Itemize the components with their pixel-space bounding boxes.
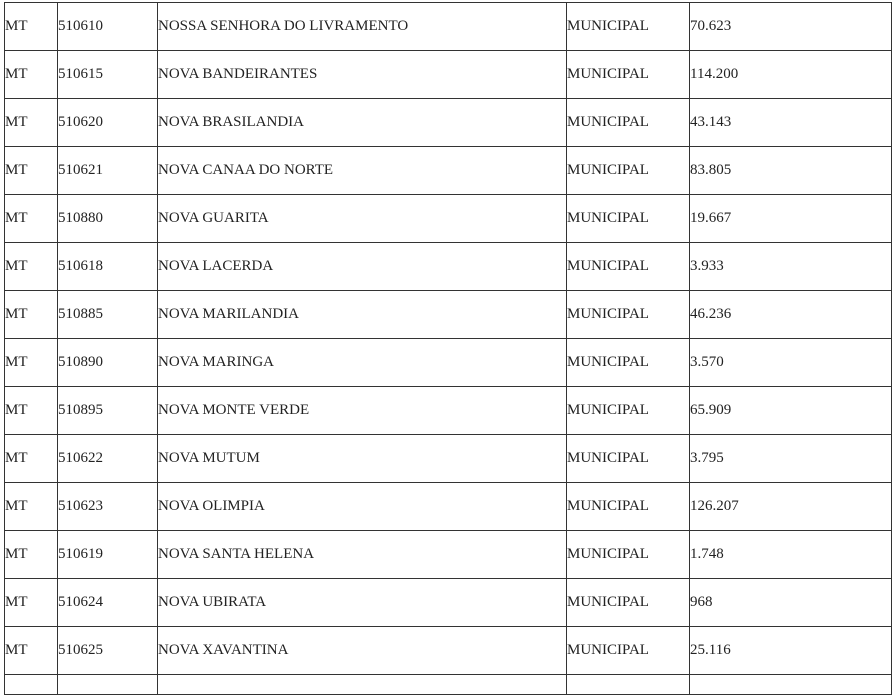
cell-uf	[5, 627, 58, 675]
table-row	[5, 147, 892, 195]
cell-sphere	[567, 627, 690, 675]
cell-code	[58, 483, 158, 531]
cell-value-text: 25.116	[690, 642, 731, 658]
cell-value	[690, 243, 892, 291]
cell-sphere	[567, 3, 690, 51]
table-row	[5, 195, 892, 243]
cell-sphere-text: MUNICIPAL	[567, 594, 649, 610]
cell-code	[58, 99, 158, 147]
cell-value-text: 3.933	[690, 258, 724, 274]
cell-sphere	[567, 99, 690, 147]
cell-uf-text: MT	[5, 114, 28, 130]
cell-sphere	[567, 387, 690, 435]
cell-municipality-name	[158, 51, 567, 99]
cell-municipality-name-text: NOVA MUTUM	[158, 450, 260, 466]
cell-code	[58, 51, 158, 99]
cell-uf	[5, 483, 58, 531]
cell-uf	[5, 291, 58, 339]
cell-value	[690, 579, 892, 627]
cell-uf-text: MT	[5, 498, 28, 514]
table-body	[5, 3, 892, 695]
table-row	[5, 3, 892, 51]
cell-code-text: 510619	[58, 546, 103, 562]
cell-sphere	[567, 51, 690, 99]
cell-value-text: 114.200	[690, 66, 739, 82]
cell-value-text: 43.143	[690, 114, 732, 130]
cell-municipality-name	[158, 483, 567, 531]
cell-code-text: 510622	[58, 450, 103, 466]
table-row	[5, 339, 892, 387]
cell-municipality-name-text: NOVA GUARITA	[158, 210, 269, 226]
cell-value-text: 19.667	[690, 210, 732, 226]
cell-sphere-text: MUNICIPAL	[567, 18, 649, 34]
cell-sphere	[567, 435, 690, 483]
cell-uf	[5, 339, 58, 387]
cell-sphere-text: MUNICIPAL	[567, 162, 649, 178]
cell-uf	[5, 99, 58, 147]
cell-uf	[5, 531, 58, 579]
cell-code-text: 510890	[58, 354, 103, 370]
cell-value-text: 65.909	[690, 402, 732, 418]
cell-sphere	[567, 291, 690, 339]
cell-sphere	[567, 531, 690, 579]
cell-municipality-name-text: NOVA MARINGA	[158, 354, 274, 370]
cell-value-text: 70.623	[690, 18, 732, 34]
cell-value	[690, 195, 892, 243]
cell-sphere	[567, 147, 690, 195]
cell-value-text: 3.795	[690, 450, 724, 466]
cell-value-text: 1.748	[690, 546, 724, 562]
cell-uf-text: MT	[5, 354, 28, 370]
cell-uf-text: MT	[5, 546, 28, 562]
cell-code-text: 510895	[58, 402, 103, 418]
cell-code-text: 510615	[58, 66, 103, 82]
cell-uf-text: MT	[5, 258, 28, 274]
cell-uf-text: MT	[5, 66, 28, 82]
cell-municipality-name-text: NOVA XAVANTINA	[158, 642, 289, 658]
cell-municipality-name	[158, 195, 567, 243]
cell-value	[690, 387, 892, 435]
cell-sphere	[567, 195, 690, 243]
cell-sphere	[567, 243, 690, 291]
cell-code-text: 510885	[58, 306, 103, 322]
cell-code	[58, 243, 158, 291]
municipality-table	[4, 2, 892, 695]
cell-value-text: 968	[690, 594, 713, 610]
cell-uf	[5, 3, 58, 51]
cell-code	[58, 3, 158, 51]
cell-code	[58, 531, 158, 579]
cell-sphere-text: MUNICIPAL	[567, 258, 649, 274]
cell-municipality-name	[158, 339, 567, 387]
cell-value-text: 46.236	[690, 306, 732, 322]
cell-uf	[5, 147, 58, 195]
cell-sphere-text: MUNICIPAL	[567, 66, 649, 82]
cell-uf-text: MT	[5, 18, 28, 34]
cell-municipality-name-text: NOVA BRASILANDIA	[158, 114, 304, 130]
cell-code	[58, 339, 158, 387]
table-row	[5, 627, 892, 675]
cell-value	[690, 531, 892, 579]
cell-value	[690, 483, 892, 531]
cell-value	[690, 435, 892, 483]
cell-municipality-name	[158, 531, 567, 579]
cell-uf	[5, 579, 58, 627]
cell-uf-text: MT	[5, 162, 28, 178]
cell-sphere	[567, 483, 690, 531]
cell-municipality-name-text: NOVA CANAA DO NORTE	[158, 162, 334, 178]
cell-sphere-text: MUNICIPAL	[567, 354, 649, 370]
cell-municipality-name-text: NOVA OLIMPIA	[158, 498, 265, 514]
cell-code-text: 510623	[58, 498, 103, 514]
cell-sphere-text: MUNICIPAL	[567, 114, 649, 130]
cell-code	[58, 387, 158, 435]
cell-code-text: 510620	[58, 114, 103, 130]
cell-municipality-name	[158, 3, 567, 51]
cell-code-text: 510621	[58, 162, 103, 178]
cell-uf-text: MT	[5, 642, 28, 658]
cell-sphere-text: MUNICIPAL	[567, 498, 649, 514]
cell-municipality-name-text: NOVA SANTA HELENA	[158, 546, 315, 562]
cell-sphere	[567, 579, 690, 627]
table-row	[5, 99, 892, 147]
cell-uf-text: MT	[5, 306, 28, 322]
cell-uf	[5, 195, 58, 243]
cell-code-text: 510610	[58, 18, 103, 34]
table-row	[5, 531, 892, 579]
cell-municipality-name	[158, 579, 567, 627]
cell-value	[690, 3, 892, 51]
cell-uf	[5, 387, 58, 435]
cell-code	[58, 195, 158, 243]
cell-municipality-name-text: NOVA LACERDA	[158, 258, 274, 274]
cell-code	[58, 435, 158, 483]
table-row	[5, 387, 892, 435]
table-row	[5, 483, 892, 531]
cell-code-text: 510625	[58, 642, 103, 658]
cell-sphere-text: MUNICIPAL	[567, 306, 649, 322]
cell-sphere-text: MUNICIPAL	[567, 210, 649, 226]
cell-municipality-name-text: NOVA BANDEIRANTES	[158, 66, 318, 82]
cell-municipality-name	[158, 627, 567, 675]
cell-sphere-text: MUNICIPAL	[567, 642, 649, 658]
cell-sphere-text: MUNICIPAL	[567, 546, 649, 562]
cell-uf	[5, 435, 58, 483]
cell-municipality-name-text: NOVA MONTE VERDE	[158, 402, 310, 418]
cell-code	[58, 579, 158, 627]
cell-uf-text: MT	[5, 402, 28, 418]
cell-value	[690, 99, 892, 147]
cell-code	[58, 291, 158, 339]
table-row	[5, 435, 892, 483]
cell-municipality-name-text: NOSSA SENHORA DO LIVRAMENTO	[158, 18, 409, 34]
cell-municipality-name	[158, 291, 567, 339]
cell-value-text: 126.207	[690, 498, 739, 514]
cell-municipality-name	[158, 147, 567, 195]
cell-value	[690, 291, 892, 339]
table-row	[5, 51, 892, 99]
cell-code	[58, 627, 158, 675]
cell-municipality-name-text: NOVA MARILANDIA	[158, 306, 299, 322]
cell-value	[690, 627, 892, 675]
cell-sphere-text: MUNICIPAL	[567, 402, 649, 418]
cell-code-text: 510624	[58, 594, 103, 610]
cell-value	[690, 51, 892, 99]
table-row	[5, 579, 892, 627]
cell-municipality-name	[158, 99, 567, 147]
cell-value-text: 83.805	[690, 162, 732, 178]
cell-sphere	[567, 339, 690, 387]
table-row	[5, 243, 892, 291]
cell-uf-text: MT	[5, 450, 28, 466]
cell-code-text: 510618	[58, 258, 103, 274]
cell-code-text: 510880	[58, 210, 103, 226]
cell-value	[690, 339, 892, 387]
cell-value	[690, 147, 892, 195]
cell-municipality-name	[158, 243, 567, 291]
cell-sphere-text: MUNICIPAL	[567, 450, 649, 466]
cell-uf-text: MT	[5, 594, 28, 610]
cell-municipality-name	[158, 387, 567, 435]
table-row	[5, 291, 892, 339]
cell-municipality-name	[158, 435, 567, 483]
cell-value-text: 3.570	[690, 354, 724, 370]
cell-uf	[5, 243, 58, 291]
cell-municipality-name-text: NOVA UBIRATA	[158, 594, 267, 610]
cell-uf	[5, 51, 58, 99]
cell-code	[58, 147, 158, 195]
cell-uf-text: MT	[5, 210, 28, 226]
